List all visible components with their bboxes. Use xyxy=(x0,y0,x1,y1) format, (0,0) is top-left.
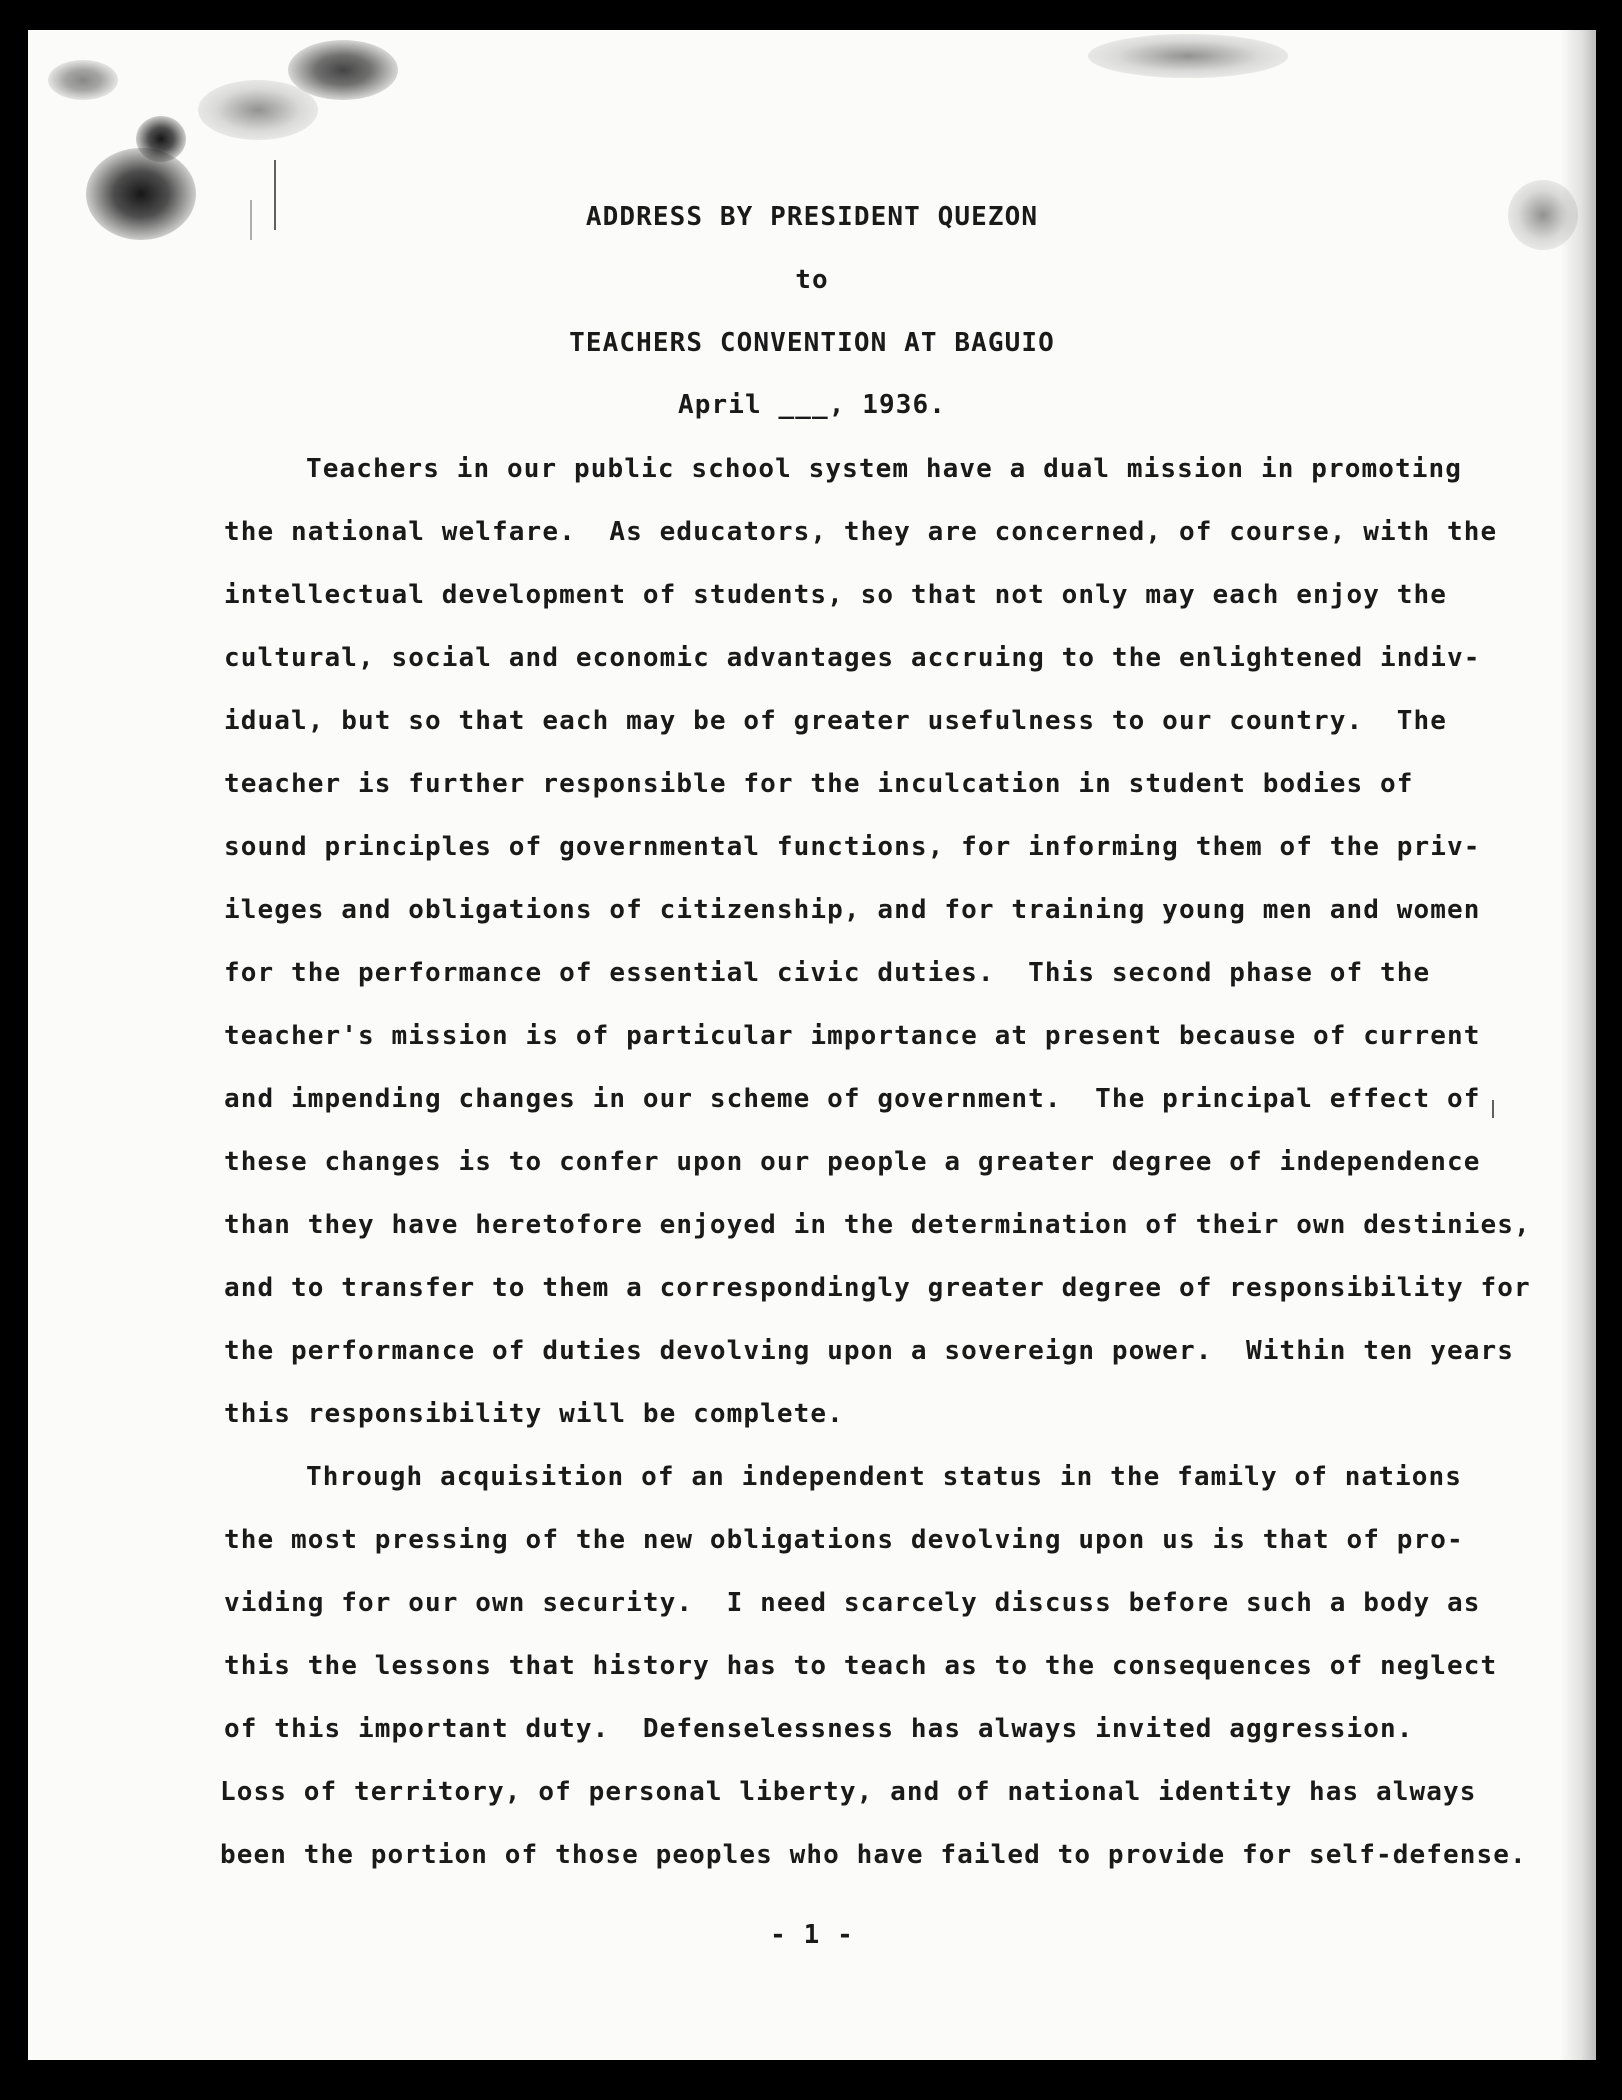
title-connector: to xyxy=(795,265,829,295)
body-line: cultural, social and economic advantages accruing to the enlightened indiv- xyxy=(224,643,1481,673)
body-line: ileges and obligations of citizenship, and for training young men and women xyxy=(224,895,1481,925)
document-date: April ___, 1936. xyxy=(677,390,947,420)
body-line: sound principles of governmental functions, for informing them of the priv- xyxy=(224,832,1481,862)
body-line: teacher is further responsible for the inculcation in student bodies of xyxy=(224,769,1414,799)
page-number: - 1 - xyxy=(770,1920,854,1950)
body-line: this responsibility will be complete. xyxy=(224,1399,844,1429)
event-name: TEACHERS CONVENTION AT BAGUIO xyxy=(569,328,1055,358)
scan-speckle xyxy=(198,80,318,140)
body-line: viding for our own security. I need scarcely discuss before such a body as xyxy=(224,1588,1481,1618)
scan-mark xyxy=(1492,1100,1494,1118)
document-title: ADDRESS BY PRESIDENT QUEZON xyxy=(585,202,1039,232)
body-line: idual, but so that each may be of greater usefulness to our country. The xyxy=(224,706,1447,736)
body-line: and impending changes in our scheme of government. The principal effect of xyxy=(224,1084,1481,1114)
body-line: of this important duty. Defenselessness has always invited aggression. xyxy=(224,1714,1414,1744)
ink-smudge xyxy=(48,60,118,100)
body-line: this the lessons that history has to teach as to the consequences of neglect xyxy=(224,1651,1498,1681)
body-line: Through acquisition of an independent status in the family of nations xyxy=(306,1462,1462,1492)
body-line: the most pressing of the new obligations devolving upon us is that of pro- xyxy=(224,1525,1464,1555)
body-line: these changes is to confer upon our people a greater degree of independence xyxy=(224,1147,1481,1177)
body-line: for the performance of essential civic duties. This second phase of the xyxy=(224,958,1431,988)
body-line: and to transfer to them a correspondingly greater degree of responsibility for xyxy=(224,1273,1531,1303)
body-line: the performance of duties devolving upon a sovereign power. Within ten years xyxy=(224,1336,1515,1366)
body-line: than they have heretofore enjoyed in the determination of their own destinies, xyxy=(224,1210,1531,1240)
ink-smudge xyxy=(136,116,186,162)
body-line: been the portion of those peoples who have failed to provide for self-defense. xyxy=(220,1840,1527,1870)
body-line: Teachers in our public school system have a dual mission in promoting xyxy=(306,454,1462,484)
scan-speckle xyxy=(1088,34,1288,78)
body-line: intellectual development of students, so that not only may each enjoy the xyxy=(224,580,1447,610)
typed-page xyxy=(28,30,1596,2060)
body-line: teacher's mission is of particular importance at present because of current xyxy=(224,1021,1481,1051)
body-line: the national welfare. As educators, they are concerned, of course, with the xyxy=(224,517,1498,547)
body-line: Loss of territory, of personal liberty, and of national identity has always xyxy=(220,1777,1477,1807)
